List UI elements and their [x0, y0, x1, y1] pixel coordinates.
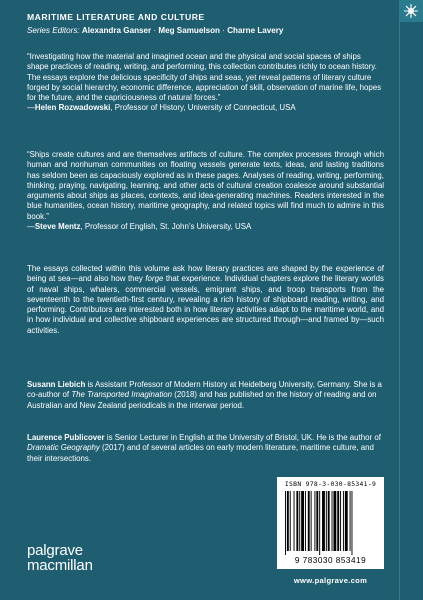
endorser-affiliation: , Professor of History, University of Connecticut, USA — [110, 103, 296, 113]
bio-paragraph — [27, 433, 384, 464]
publisher-logo — [27, 543, 93, 573]
barcode-bar — [326, 491, 327, 551]
bio-paragraph — [27, 380, 384, 411]
description-text: that experience. Individual chapters explore the literary worlds of naval ships, whalers, commercial vessels, emigrant ships, and troop transports from the seventeenth to the twentieth-first century, revealing a rich history of shipboard reading, writing, and performing. Contributors are interested both in how literary activities adapt to the maritime world, and in how individual and collective shipboard experiences are structured through—and framed by—such activities. — [27, 274, 384, 335]
isbn-barcode — [277, 477, 384, 569]
barcode-bar — [287, 491, 289, 551]
barcode-bar — [294, 491, 295, 551]
barcode-number: 9 783030 853419 — [294, 556, 367, 565]
bio-text: is Senior Lecturer in English at the University of Bristol, UK. He is the author of — [104, 433, 381, 442]
barcode-bar — [316, 491, 318, 551]
quote-attribution — [27, 222, 384, 232]
editor-name: Meg Samuelson — [158, 26, 220, 35]
editor-bio — [27, 433, 384, 464]
editor-name: Alexandra Ganser — [81, 26, 152, 35]
bio-text: is Assistant Professor of Modern History at Heidelberg University, Germany. She is a co-author of — [27, 380, 382, 400]
barcode-bar — [332, 491, 333, 551]
publisher-name-line: macmillan — [27, 557, 93, 574]
barcode-bar — [285, 491, 286, 555]
bio-text: (2018) and has published on the history of reading and on Australian and New Zealand periodicals in the interwar period. — [27, 390, 377, 410]
quote-text: “Investigating how the material and imagined ocean and the physical and social spaces of ships shape practices of reading, writing, and performing, this collection contributes richly to ocean history. The essays explore the delicious specificity of ships and seas, yet reveal patterns of literary culture forged by social hierarchy, economic difference, appreciation of skill, observation of marine life, hopes for the future, and the capriciousness of natural forces.” — [27, 52, 382, 103]
description-emphasis: forge — [145, 274, 164, 284]
barcode-bar — [345, 491, 348, 551]
endorser-affiliation: , Professor of English, St. John’s University, USA — [80, 222, 252, 232]
barcode-bar — [308, 491, 310, 551]
barcode-bar — [319, 491, 320, 555]
endorsement-quote — [27, 52, 384, 114]
barcode-bar — [333, 491, 336, 551]
quote-attribution — [27, 103, 384, 113]
editor-bio — [27, 380, 384, 411]
separator: · — [153, 26, 157, 35]
endorser-name: Helen Rozwadowski — [34, 103, 111, 113]
spine-divider — [399, 0, 400, 600]
barcode-bar — [290, 491, 291, 551]
barcode-bar — [322, 491, 325, 551]
separator: · — [222, 26, 225, 35]
barcode-bars — [285, 491, 376, 555]
publisher-logo-box — [399, 0, 423, 22]
palgrave-snowflake-icon — [403, 3, 419, 19]
barcode-bar — [352, 491, 353, 555]
description-text: The essays collected within this volume ask how literary practices are shaped by the experience of being at sea—and also how they — [27, 264, 384, 284]
attribution-dash: — — [27, 103, 35, 113]
bio-book-title: Dramatic Geography — [27, 443, 100, 453]
attribution-dash: — — [27, 222, 35, 232]
series-title: MARITIME LITERATURE AND CULTURE — [27, 12, 205, 22]
isbn-text: ISBN 978-3-030-85341-9 — [284, 480, 377, 488]
bio-name: Laurence Publicover — [27, 433, 105, 442]
editors-label: Series Editors: — [27, 26, 80, 35]
barcode-bar — [296, 491, 298, 551]
series-editors — [27, 26, 283, 35]
publisher-url[interactable]: www.palgrave.com — [293, 576, 368, 585]
editor-name: Charne Lavery — [227, 26, 284, 35]
barcode-bar — [305, 491, 306, 551]
barcode-bar — [340, 491, 341, 551]
bio-book-title: The Transported Imagination — [71, 390, 173, 400]
barcode-bar — [337, 491, 339, 551]
bio-text: (2017) and of several articles on early modern literature, maritime culture, and their intersections. — [27, 443, 374, 463]
quote-text: “Ships create cultures and are themselves artifacts of culture. The complex processes through which human and nonhuman communities on floating vessels generate texts, ideas, and lasting traditions has seldom been as capaciously explored as in these pages. Analyses of reading, writing, performing, thinking, praying, navigating, learning, and other acts of cultural creation coalesce around substantial arguments about ships as places, contexts, and idea-generating machines. Readers interested in the blue humanities, ocean history, maritime geography, and related topics will find much to admire in this book.” — [27, 150, 384, 221]
description-paragraph — [27, 264, 384, 336]
barcode-bar — [343, 491, 344, 551]
barcode-bar — [311, 491, 312, 551]
publisher-name-line: palgrave — [27, 542, 83, 559]
bio-name: Susann Liebich — [27, 380, 86, 389]
book-description — [27, 264, 384, 336]
endorsement-quote — [27, 150, 384, 232]
barcode-bar — [299, 491, 300, 551]
barcode-bar — [328, 491, 330, 551]
barcode-bar — [314, 491, 315, 551]
endorser-name: Steve Mentz — [34, 222, 81, 232]
barcode-bar — [350, 491, 351, 551]
barcode-bar — [301, 491, 304, 551]
